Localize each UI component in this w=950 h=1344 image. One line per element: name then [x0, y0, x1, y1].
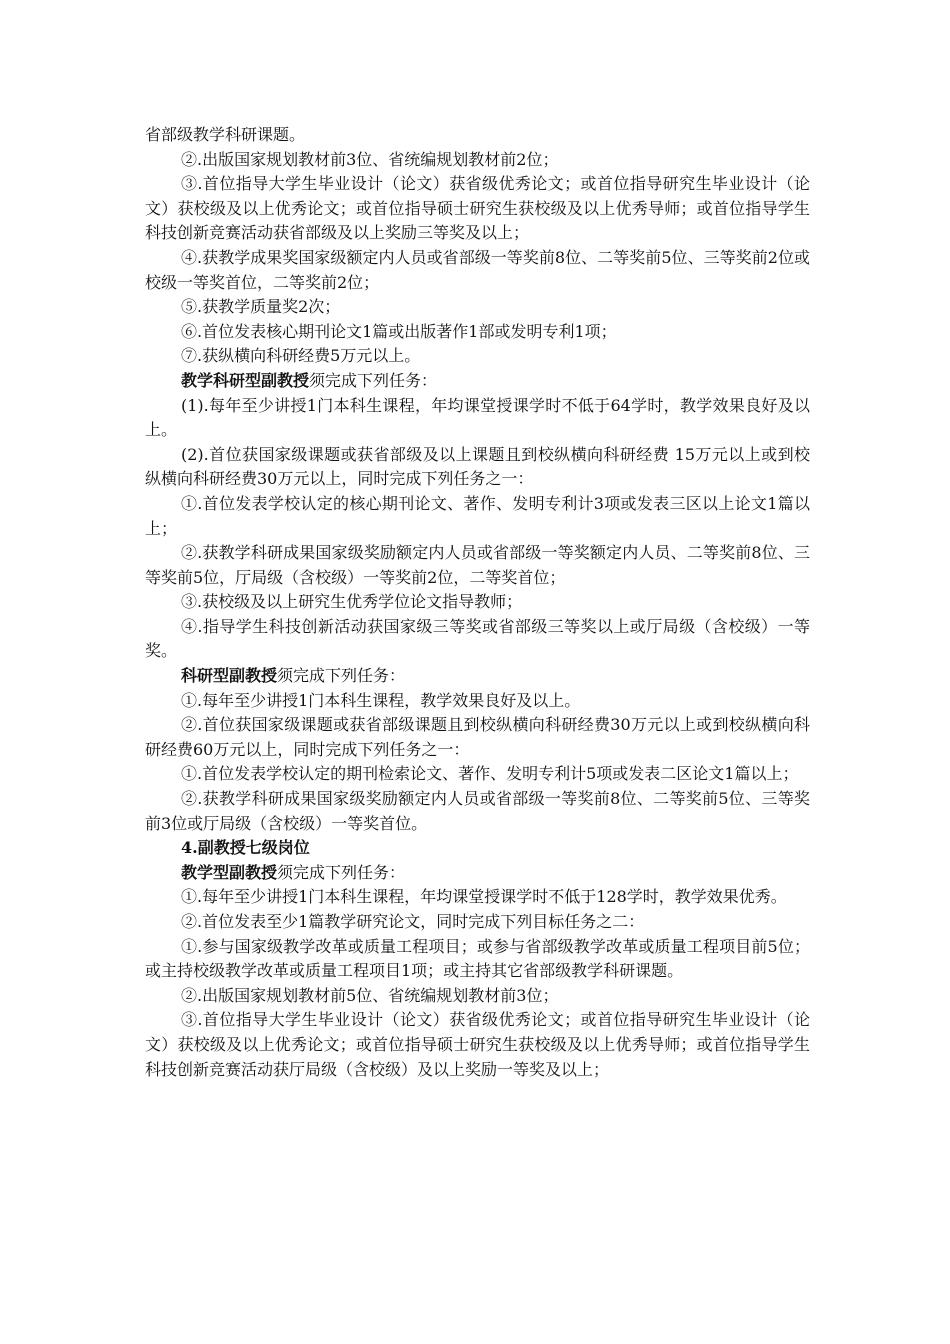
paragraph: ⑤.获教学质量奖2次；: [181, 297, 341, 317]
paragraph: ①.首位发表学校认定的期刊检索论文、著作、发明专利计5项或发表二区论文1篇以上；: [181, 764, 799, 784]
paragraph: ⑦.获纵横向科研经费5万元以上。: [181, 346, 421, 366]
heading-rest: 须完成下列任务：: [277, 666, 406, 686]
section-heading-teaching-research: [145, 369, 810, 394]
paragraph: 省部级教学科研课题。: [145, 125, 306, 144]
section-heading-teaching: [145, 861, 810, 886]
heading-bold: 教学科研型副教授: [181, 370, 310, 390]
paragraph: ①.参与国家级教学改革或质量工程项目；或参与省部级教学改革或质量工程项目前5位；或主持校级教学改革或质量工程项目1项；或主持其它省部级教学科研课题。: [145, 936, 810, 981]
heading-rest: 须完成下列任务：: [277, 862, 406, 882]
paragraph: ②.出版国家规划教材前3位、省统编规划教材前2位；: [181, 149, 559, 169]
paragraph: ①.每年至少讲授1门本科生课程，教学效果良好及以上。: [181, 690, 581, 710]
paragraph: ②.获教学科研成果国家级奖励额定内人员或省部级一等奖额定内人员、二等奖前8位、三等奖前5位，厅局级（含校级）一等奖前2位，二等奖首位；: [145, 543, 810, 587]
section-heading-research: [145, 664, 810, 689]
heading-bold: 教学型副教授: [181, 862, 278, 882]
paragraph: ②.首位发表至少1篇教学研究论文，同时完成下列目标任务之二：: [181, 912, 645, 931]
paragraph: ①.首位发表学校认定的核心期刊论文、著作、发明专利计3项或发表三区以上论文1篇以上；: [145, 493, 810, 538]
heading-rest: 须完成下列任务：: [309, 370, 438, 390]
paragraph: ③.首位指导大学生毕业设计（论文）获省级优秀论文；或首位指导研究生毕业设计（论文）获校级及以上优秀论文；或首位指导硕士研究生获校级及以上优秀导师；或首位指导学生科技创新竞赛活动获厅局级（含校级）及以上奖励一等奖及以上；: [145, 1010, 810, 1079]
paragraph: ③.获校级及以上研究生优秀学位论文指导教师；: [181, 592, 523, 612]
heading-bold: 科研型副教授: [181, 666, 278, 686]
document-page: [145, 123, 810, 1082]
paragraph: (1).每年至少讲授1门本科生课程，年均课堂授课学时不低于64学时，教学效果良好及以上。: [145, 395, 810, 440]
paragraph: ⑥.首位发表核心期刊论文1篇或出版著作1部或发明专利1项；: [181, 321, 617, 341]
section-heading-level7: 4.副教授七级岗位: [181, 838, 310, 858]
paragraph: (2).首位获国家级课题或获省部级及以上课题且到校纵横向科研经费 15万元以上或到校纵横向科研经费30万元以上，同时完成下列任务之一：: [145, 444, 810, 489]
paragraph: ④.指导学生科技创新活动获国家级三等奖或省部级三等奖以上或厅局级（含校级）一等奖。: [145, 616, 810, 661]
paragraph: ④.获教学成果奖国家级额定内人员或省部级一等奖前8位、二等奖前5位、三等奖前2位或校级一等奖首位，二等奖前2位；: [145, 247, 810, 292]
paragraph: ③.首位指导大学生毕业设计（论文）获省级优秀论文；或首位指导研究生毕业设计（论文）获校级及以上优秀论文；或首位指导硕士研究生获校级及以上优秀导师；或首位指导学生科技创新竞赛活动获省部级及以上奖励三等奖及以上；: [145, 174, 810, 243]
paragraph: ②.出版国家规划教材前5位、省统编规划教材前3位；: [181, 985, 559, 1005]
paragraph: ②.获教学科研成果国家级奖励额定内人员或省部级一等奖前8位、二等奖前5位、三等奖前3位或厅局级（含校级）一等奖首位。: [145, 789, 810, 833]
paragraph: ①.每年至少讲授1门本科生课程，年均课堂授课学时不低于128学时，教学效果优秀。: [181, 887, 787, 907]
paragraph: ②.首位获国家级课题或获省部级课题且到校纵横向科研经费30万元以上或到校纵横向科研经费60万元以上，同时完成下列任务之一：: [145, 715, 810, 759]
